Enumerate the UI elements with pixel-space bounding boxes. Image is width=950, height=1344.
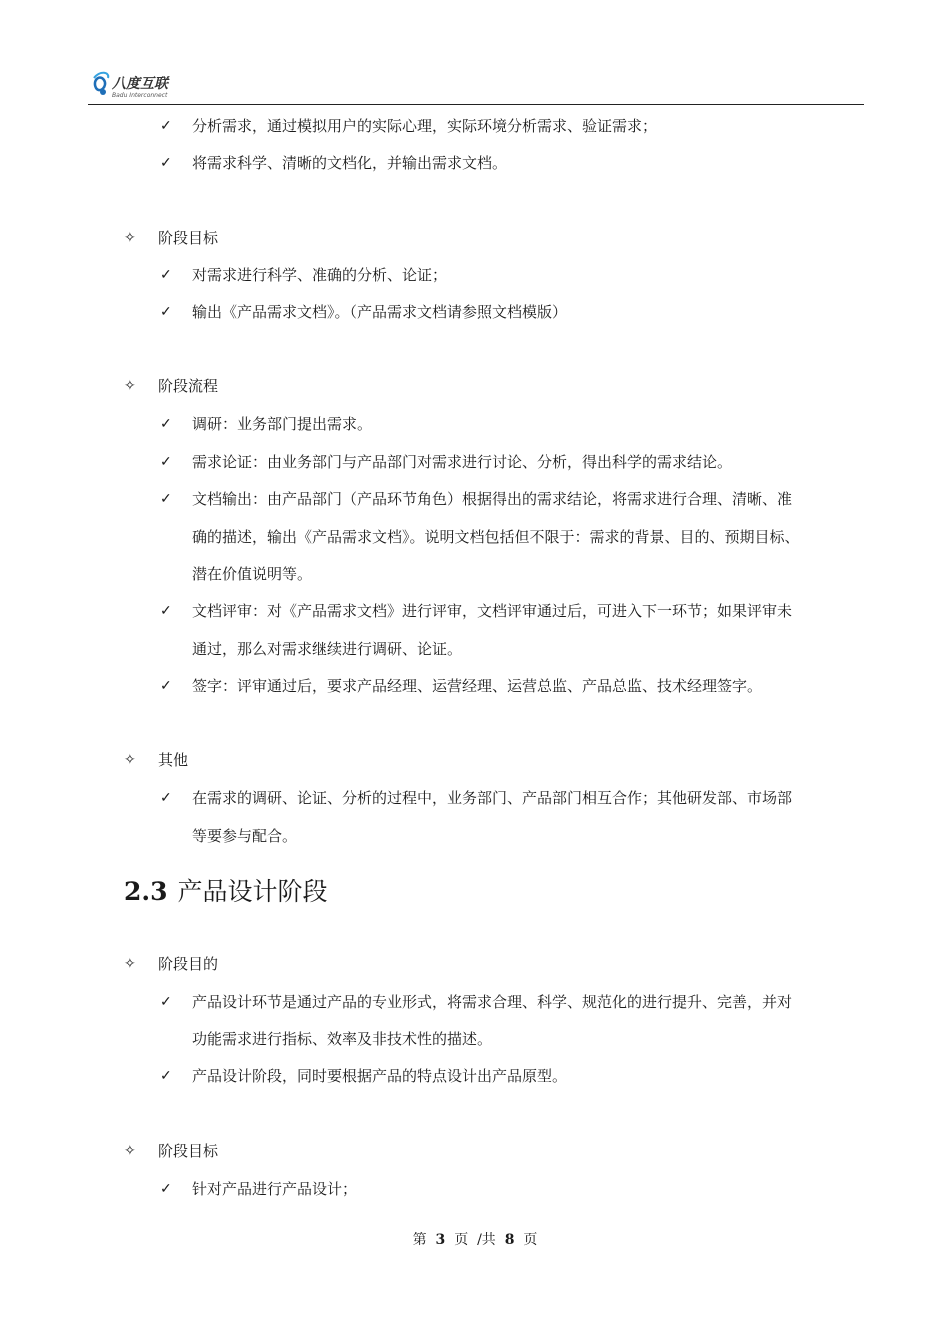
section-heading xyxy=(124,876,328,908)
check-icon: ✓ xyxy=(160,603,172,619)
paragraph-line: 文档评审：对《产品需求文档》进行评审，文档评审通过后，可进入下一环节；如果评审未 xyxy=(192,602,793,620)
footer-text: 页 xyxy=(523,1232,538,1248)
check-icon: ✓ xyxy=(160,790,172,806)
page-number: 3 xyxy=(435,1232,446,1248)
check-icon: ✓ xyxy=(160,994,172,1010)
paragraph-line: 调研：业务部门提出需求。 xyxy=(192,415,373,433)
diamond-bullet-icon: ✧ xyxy=(124,956,136,972)
diamond-bullet-icon: ✧ xyxy=(124,230,136,246)
paragraph-line: 确的描述，输出《产品需求文档》。说明文档包括但不限于：需求的背景、目的、预期目标、 xyxy=(192,528,800,546)
diamond-bullet-icon: ✧ xyxy=(124,752,136,768)
paragraph-line: 将需求科学、清晰的文档化，并输出需求文档。 xyxy=(192,154,508,172)
paragraph-line: 等要参与配合。 xyxy=(192,827,298,845)
check-icon: ✓ xyxy=(160,678,172,694)
paragraph-line: 分析需求，通过模拟用户的实际心理，实际环境分析需求、验证需求； xyxy=(192,117,658,135)
check-icon: ✓ xyxy=(160,155,172,171)
paragraph-line: 通过，那么对需求继续进行调研、论证。 xyxy=(192,640,463,658)
paragraph-line: 功能需求进行指标、效率及非技术性的描述。 xyxy=(192,1030,493,1048)
paragraph-line: 需求论证：由业务部门与产品部门对需求进行讨论、分析，得出科学的需求结论。 xyxy=(192,453,733,471)
section-label: 阶段流程 xyxy=(158,377,219,395)
page-footer xyxy=(0,1230,950,1250)
check-icon: ✓ xyxy=(160,454,172,470)
section-label: 其他 xyxy=(158,751,189,769)
footer-text: /共 xyxy=(477,1232,496,1248)
paragraph-line: 文档输出：由产品部门（产品环节角色）根据得出的需求结论，将需求进行合理、清晰、准 xyxy=(192,490,793,508)
paragraph-line: 产品设计环节是通过产品的专业形式，将需求合理、科学、规范化的进行提升、完善，并对 xyxy=(192,993,793,1011)
section-label: 阶段目的 xyxy=(158,955,219,973)
logo-en-text: Badu Interconnect xyxy=(112,92,168,99)
check-icon: ✓ xyxy=(160,267,172,283)
diamond-bullet-icon: ✧ xyxy=(124,1143,136,1159)
paragraph-line: 潜在价值说明等。 xyxy=(192,565,313,583)
section-label: 阶段目标 xyxy=(158,229,219,247)
diamond-bullet-icon: ✧ xyxy=(124,378,136,394)
check-icon: ✓ xyxy=(160,416,172,432)
footer-text: 第 xyxy=(412,1232,427,1248)
footer-text: 页 xyxy=(454,1232,469,1248)
paragraph-line: 输出《产品需求文档》。（产品需求文档请参照文档模版） xyxy=(192,303,568,321)
check-icon: ✓ xyxy=(160,1181,172,1197)
paragraph-line: 针对产品进行产品设计； xyxy=(192,1180,358,1198)
check-icon: ✓ xyxy=(160,1068,172,1084)
paragraph-line: 对需求进行科学、准确的分析、论证； xyxy=(192,266,448,284)
total-pages: 8 xyxy=(504,1232,515,1248)
section-number: 2.3 xyxy=(124,877,168,906)
paragraph-line: 产品设计阶段，同时要根据产品的特点设计出产品原型。 xyxy=(192,1067,568,1085)
section-label: 阶段目标 xyxy=(158,1142,219,1160)
section-title: 产品设计阶段 xyxy=(177,877,328,906)
check-icon: ✓ xyxy=(160,304,172,320)
paragraph-line: 签字：评审通过后，要求产品经理、运营经理、运营总监、产品总监、技术经理签字。 xyxy=(192,677,763,695)
check-icon: ✓ xyxy=(160,491,172,507)
check-icon: ✓ xyxy=(160,118,172,134)
paragraph-line: 在需求的调研、论证、分析的过程中，业务部门、产品部门相互合作；其他研发部、市场部 xyxy=(192,789,793,807)
logo-cn-text: 八度互联 xyxy=(112,76,168,92)
